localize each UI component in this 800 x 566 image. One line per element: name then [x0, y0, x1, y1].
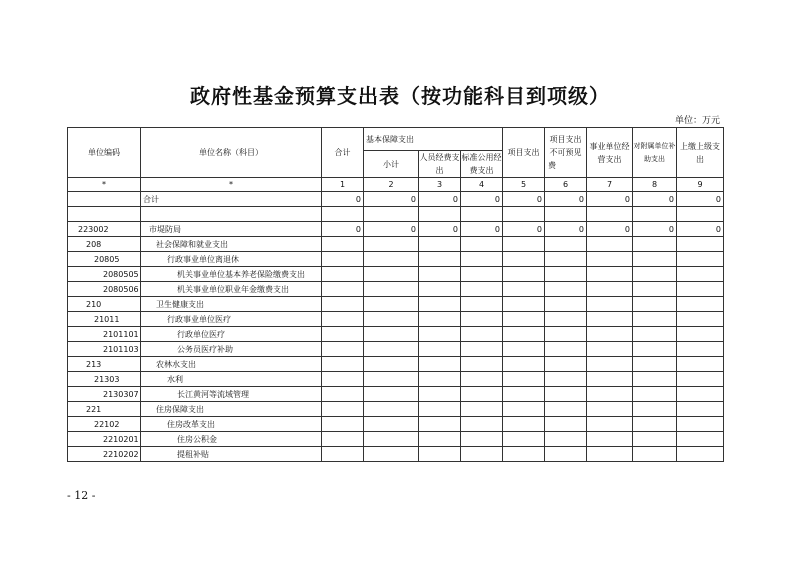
- value-cell: [322, 312, 364, 327]
- code-cell: 2080505: [68, 267, 141, 282]
- value-cell: [545, 282, 587, 297]
- name-cell: 提租补贴: [141, 447, 322, 462]
- code-cell: 2210202: [68, 447, 141, 462]
- column-number: 3: [419, 178, 461, 192]
- value-cell: [461, 267, 503, 282]
- value-cell: [322, 282, 364, 297]
- header-project: 项目支出: [503, 128, 545, 178]
- value-cell: [503, 252, 545, 267]
- value-cell: [677, 297, 724, 312]
- table-row: [68, 342, 724, 357]
- value-cell: [364, 312, 419, 327]
- table-row: [68, 432, 724, 447]
- value-cell: [545, 447, 587, 462]
- column-number: 1: [322, 178, 364, 192]
- value-cell: [322, 207, 364, 222]
- code-cell: 2210201: [68, 432, 141, 447]
- page-number: - 12 -: [67, 489, 96, 502]
- value-cell: [677, 312, 724, 327]
- value-cell: [364, 297, 419, 312]
- name-cell: 社会保障和就业支出: [141, 237, 322, 252]
- value-cell: [364, 417, 419, 432]
- value-cell: [545, 402, 587, 417]
- value-cell: [461, 387, 503, 402]
- table-row: [68, 327, 724, 342]
- code-cell: 221: [68, 402, 141, 417]
- value-cell: [503, 237, 545, 252]
- name-cell: 水利: [141, 372, 322, 387]
- value-cell: [419, 387, 461, 402]
- budget-table: [67, 127, 724, 462]
- value-cell: 0: [322, 192, 364, 207]
- value-cell: 0: [545, 192, 587, 207]
- value-cell: 0: [677, 192, 724, 207]
- unit-label: 单位：万元: [674, 116, 720, 126]
- value-cell: [587, 402, 633, 417]
- name-cell: 行政事业单位离退休: [141, 252, 322, 267]
- value-cell: [461, 312, 503, 327]
- value-cell: [364, 432, 419, 447]
- total-label: 合计: [141, 192, 322, 207]
- value-cell: 0: [587, 222, 633, 237]
- value-cell: 0: [545, 222, 587, 237]
- value-cell: [587, 252, 633, 267]
- value-cell: [461, 252, 503, 267]
- value-cell: [322, 342, 364, 357]
- header-basic-group: 基本保障支出: [364, 128, 503, 151]
- value-cell: 0: [461, 192, 503, 207]
- name-cell: 公务员医疗补助: [141, 342, 322, 357]
- value-cell: [419, 417, 461, 432]
- name-cell: 农林水支出: [141, 357, 322, 372]
- value-cell: [587, 297, 633, 312]
- value-cell: [503, 297, 545, 312]
- value-cell: [677, 252, 724, 267]
- table-row: [68, 252, 724, 267]
- value-cell: [587, 417, 633, 432]
- name-cell: 机关事业单位职业年金缴费支出: [141, 282, 322, 297]
- value-cell: [633, 372, 677, 387]
- value-cell: [461, 402, 503, 417]
- value-cell: 0: [364, 192, 419, 207]
- name-cell: 行政事业单位医疗: [141, 312, 322, 327]
- value-cell: 0: [503, 222, 545, 237]
- name-cell: 住房保障支出: [141, 402, 322, 417]
- value-cell: [419, 327, 461, 342]
- code-cell: 223002: [68, 222, 141, 237]
- value-cell: [503, 267, 545, 282]
- table-row: [68, 417, 724, 432]
- value-cell: [587, 312, 633, 327]
- table-row: [68, 282, 724, 297]
- value-cell: [322, 357, 364, 372]
- value-cell: [587, 372, 633, 387]
- header-subsidy: 对附属单位补助支出: [633, 128, 677, 178]
- value-cell: [461, 282, 503, 297]
- code-cell: 21011: [68, 312, 141, 327]
- value-cell: [677, 327, 724, 342]
- column-number-row: [68, 178, 724, 192]
- value-cell: [587, 447, 633, 462]
- value-cell: [461, 207, 503, 222]
- code-cell: 2080506: [68, 282, 141, 297]
- value-cell: 0: [633, 222, 677, 237]
- value-cell: [503, 387, 545, 402]
- code-cell: 2101103: [68, 342, 141, 357]
- value-cell: 0: [677, 222, 724, 237]
- value-cell: [419, 207, 461, 222]
- value-cell: [461, 372, 503, 387]
- value-cell: [419, 267, 461, 282]
- header-total: 合计: [322, 128, 364, 178]
- column-number: 8: [633, 178, 677, 192]
- value-cell: [633, 417, 677, 432]
- value-cell: [677, 417, 724, 432]
- table-row: [68, 222, 724, 237]
- value-cell: 0: [633, 192, 677, 207]
- column-number: 2: [364, 178, 419, 192]
- value-cell: [364, 447, 419, 462]
- value-cell: [545, 342, 587, 357]
- header-unforeseen: 项目支出不可预见费: [545, 128, 587, 178]
- value-cell: [503, 417, 545, 432]
- value-cell: [419, 402, 461, 417]
- value-cell: [633, 447, 677, 462]
- value-cell: [364, 402, 419, 417]
- value-cell: 0: [364, 222, 419, 237]
- value-cell: [364, 252, 419, 267]
- value-cell: [677, 432, 724, 447]
- value-cell: [545, 372, 587, 387]
- name-cell: 行政单位医疗: [141, 327, 322, 342]
- header-personnel: 人员经费支出: [419, 151, 461, 178]
- value-cell: 0: [503, 192, 545, 207]
- name-cell: 市堤防局: [141, 222, 322, 237]
- code-cell: 21303: [68, 372, 141, 387]
- column-number: 6: [545, 178, 587, 192]
- value-cell: [461, 297, 503, 312]
- value-cell: 0: [461, 222, 503, 237]
- column-number: 9: [677, 178, 724, 192]
- column-number: 7: [587, 178, 633, 192]
- value-cell: [545, 237, 587, 252]
- name-cell: 住房改革支出: [141, 417, 322, 432]
- value-cell: [677, 357, 724, 372]
- value-cell: [503, 327, 545, 342]
- header-code: 单位编码: [68, 128, 141, 178]
- value-cell: [677, 282, 724, 297]
- value-cell: 0: [587, 192, 633, 207]
- value-cell: 0: [419, 192, 461, 207]
- value-cell: [587, 207, 633, 222]
- value-cell: [545, 432, 587, 447]
- value-cell: [587, 327, 633, 342]
- value-cell: [461, 447, 503, 462]
- value-cell: [419, 372, 461, 387]
- value-cell: [419, 432, 461, 447]
- code-cell: 22102: [68, 417, 141, 432]
- code-cell: [68, 192, 141, 207]
- value-cell: 0: [322, 222, 364, 237]
- value-cell: [677, 342, 724, 357]
- table-row: [68, 312, 724, 327]
- value-cell: [545, 327, 587, 342]
- value-cell: [587, 387, 633, 402]
- value-cell: [419, 447, 461, 462]
- code-cell: [68, 207, 141, 222]
- value-cell: [633, 387, 677, 402]
- value-cell: [461, 342, 503, 357]
- name-cell: 长江黄河等流域管理: [141, 387, 322, 402]
- value-cell: [633, 327, 677, 342]
- value-cell: [322, 237, 364, 252]
- value-cell: [587, 237, 633, 252]
- value-cell: [419, 237, 461, 252]
- value-cell: [322, 402, 364, 417]
- value-cell: [633, 402, 677, 417]
- name-cell: 卫生健康支出: [141, 297, 322, 312]
- code-cell: 2130307: [68, 387, 141, 402]
- value-cell: [364, 237, 419, 252]
- value-cell: [364, 387, 419, 402]
- code-cell: 213: [68, 357, 141, 372]
- value-cell: [503, 312, 545, 327]
- value-cell: [461, 417, 503, 432]
- value-cell: [364, 372, 419, 387]
- value-cell: [633, 237, 677, 252]
- value-cell: [419, 312, 461, 327]
- value-cell: [461, 327, 503, 342]
- value-cell: [633, 432, 677, 447]
- value-cell: [503, 282, 545, 297]
- value-cell: [322, 432, 364, 447]
- value-cell: [503, 372, 545, 387]
- value-cell: [461, 357, 503, 372]
- name-cell: [141, 207, 322, 222]
- value-cell: [503, 432, 545, 447]
- value-cell: [322, 417, 364, 432]
- column-number: 5: [503, 178, 545, 192]
- value-cell: [503, 402, 545, 417]
- code-cell: 2101101: [68, 327, 141, 342]
- value-cell: [545, 417, 587, 432]
- table-row: [68, 372, 724, 387]
- value-cell: [677, 237, 724, 252]
- page-title: 政府性基金预算支出表（按功能科目到项级）: [190, 84, 610, 108]
- value-cell: [677, 207, 724, 222]
- header-enterprise: 事业单位经营支出: [587, 128, 633, 178]
- value-cell: [545, 297, 587, 312]
- value-cell: [322, 327, 364, 342]
- value-cell: [587, 267, 633, 282]
- value-cell: [633, 357, 677, 372]
- value-cell: [677, 387, 724, 402]
- value-cell: 0: [419, 222, 461, 237]
- header-subtotal: 小计: [364, 151, 419, 178]
- value-cell: [419, 297, 461, 312]
- value-cell: [587, 282, 633, 297]
- value-cell: [419, 282, 461, 297]
- value-cell: [677, 267, 724, 282]
- value-cell: [633, 267, 677, 282]
- value-cell: [461, 432, 503, 447]
- value-cell: [545, 267, 587, 282]
- value-cell: [322, 252, 364, 267]
- value-cell: [461, 237, 503, 252]
- table-row: [68, 267, 724, 282]
- value-cell: [364, 282, 419, 297]
- column-number: 4: [461, 178, 503, 192]
- value-cell: [503, 342, 545, 357]
- value-cell: [633, 312, 677, 327]
- header-standard-public: 标准公用经费支出: [461, 151, 503, 178]
- value-cell: [677, 402, 724, 417]
- value-cell: [587, 342, 633, 357]
- value-cell: [322, 387, 364, 402]
- value-cell: [419, 357, 461, 372]
- code-cell: 20805: [68, 252, 141, 267]
- code-cell: 210: [68, 297, 141, 312]
- value-cell: [364, 207, 419, 222]
- value-cell: [633, 342, 677, 357]
- header-name: 单位名称（科目）: [141, 128, 322, 178]
- value-cell: [322, 447, 364, 462]
- table-row: [68, 402, 724, 417]
- value-cell: [587, 357, 633, 372]
- value-cell: [633, 282, 677, 297]
- value-cell: [322, 297, 364, 312]
- name-cell: 机关事业单位基本养老保险缴费支出: [141, 267, 322, 282]
- value-cell: [545, 357, 587, 372]
- blank-row: [68, 207, 724, 222]
- table-row: [68, 387, 724, 402]
- table-row: [68, 357, 724, 372]
- value-cell: [633, 207, 677, 222]
- value-cell: [364, 342, 419, 357]
- value-cell: [503, 357, 545, 372]
- value-cell: [364, 327, 419, 342]
- code-cell: 208: [68, 237, 141, 252]
- table-row: [68, 447, 724, 462]
- value-cell: [322, 267, 364, 282]
- value-cell: [545, 207, 587, 222]
- value-cell: [364, 267, 419, 282]
- table-row: [68, 297, 724, 312]
- value-cell: [503, 447, 545, 462]
- value-cell: [322, 372, 364, 387]
- header-upper: 上缴上级支出: [677, 128, 724, 178]
- table-row: [68, 192, 724, 207]
- value-cell: [587, 432, 633, 447]
- column-number: *: [68, 178, 141, 192]
- value-cell: [677, 372, 724, 387]
- column-number: *: [141, 178, 322, 192]
- value-cell: [633, 252, 677, 267]
- value-cell: [545, 387, 587, 402]
- value-cell: [545, 252, 587, 267]
- table-row: [68, 237, 724, 252]
- value-cell: [419, 252, 461, 267]
- value-cell: [545, 312, 587, 327]
- name-cell: 住房公积金: [141, 432, 322, 447]
- value-cell: [677, 447, 724, 462]
- value-cell: [633, 297, 677, 312]
- value-cell: [419, 342, 461, 357]
- value-cell: [503, 207, 545, 222]
- value-cell: [364, 357, 419, 372]
